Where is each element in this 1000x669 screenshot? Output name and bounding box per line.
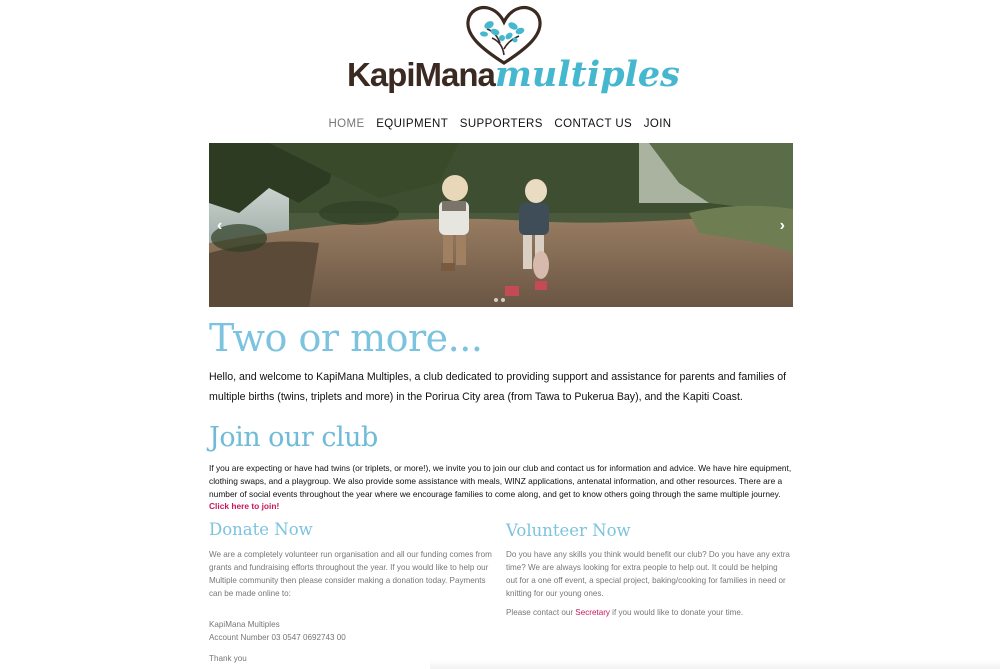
account-number: Account Number 03 0547 0692743 00	[209, 632, 346, 642]
join-heading: Join our club	[209, 422, 378, 453]
account-name: KapiMana Multiples	[209, 620, 280, 629]
volunteer-heading: Volunteer Now	[506, 521, 631, 540]
nav-supporters[interactable]: SUPPORTERS	[459, 118, 543, 130]
nav-contact-us[interactable]: CONTACT US	[554, 118, 633, 130]
volunteer-paragraph: Do you have any skills you think would benefit our club? Do you have any extra time? We are always looking for extra people to help out. It could be helping out for a one off event, a special project, baking/cooking for families in need or knitting for our young ones.	[506, 550, 790, 598]
volunteer-contact-post: if you would like to donate your time.	[609, 608, 744, 617]
donate-thanks: Thank you	[209, 654, 247, 663]
nav-join[interactable]: JOIN	[643, 118, 672, 130]
intro-paragraph: Hello, and welcome to KapiMana Multiples, a club dedicated to providing support and assistance for parents and families of multiple births (twins, triplets and more) in the Porirua City area (from Tawa to Pukerua Bay), and the Kapiti Coast.	[209, 371, 787, 403]
hero-photo	[209, 143, 793, 307]
slider-prev-icon[interactable]: ‹	[217, 217, 223, 234]
site-logo[interactable]	[345, 5, 680, 97]
volunteer-contact	[506, 607, 791, 620]
donate-paragraph: We are a completely volunteer run organisation and all our funding comes from grants and fundraising efforts throughout the year. If you would like to help our Multiple community then please consider making a donation today. Payments can be made online to:	[209, 550, 492, 598]
join-paragraph	[209, 462, 793, 513]
join-link[interactable]: Click here to join!	[209, 501, 280, 512]
logo-text-kapimana: KapiMana	[347, 56, 495, 93]
hero-slider[interactable]	[209, 143, 793, 307]
secretary-link[interactable]: Secretary	[575, 608, 610, 617]
donate-account	[209, 619, 494, 645]
page-title: Two or more...	[209, 316, 483, 360]
join-text: If you are expecting or have had twins (or triplets, or more!), we invite you to join our club and contact us for information and advice. We have hire equipment, clothing swaps, and a playgroup. We also provide some assistance with meals, WINZ applications, antenatal information, and other resources. There are a number of social events throughout the year where we encourage families to come along, and get to know others going through the same multiple journey.	[209, 463, 792, 499]
slider-next-icon[interactable]: ›	[779, 217, 785, 234]
logo-text-multiples: multiples	[494, 54, 680, 95]
nav-equipment[interactable]: EQUIPMENT	[376, 118, 449, 130]
logo-wordmark	[347, 54, 680, 95]
nav-home[interactable]: HOME	[328, 118, 365, 130]
donate-heading: Donate Now	[209, 520, 313, 539]
main-nav	[0, 118, 1000, 130]
page-bottom-shadow	[430, 660, 1000, 669]
volunteer-contact-pre: Please contact our	[506, 608, 576, 617]
